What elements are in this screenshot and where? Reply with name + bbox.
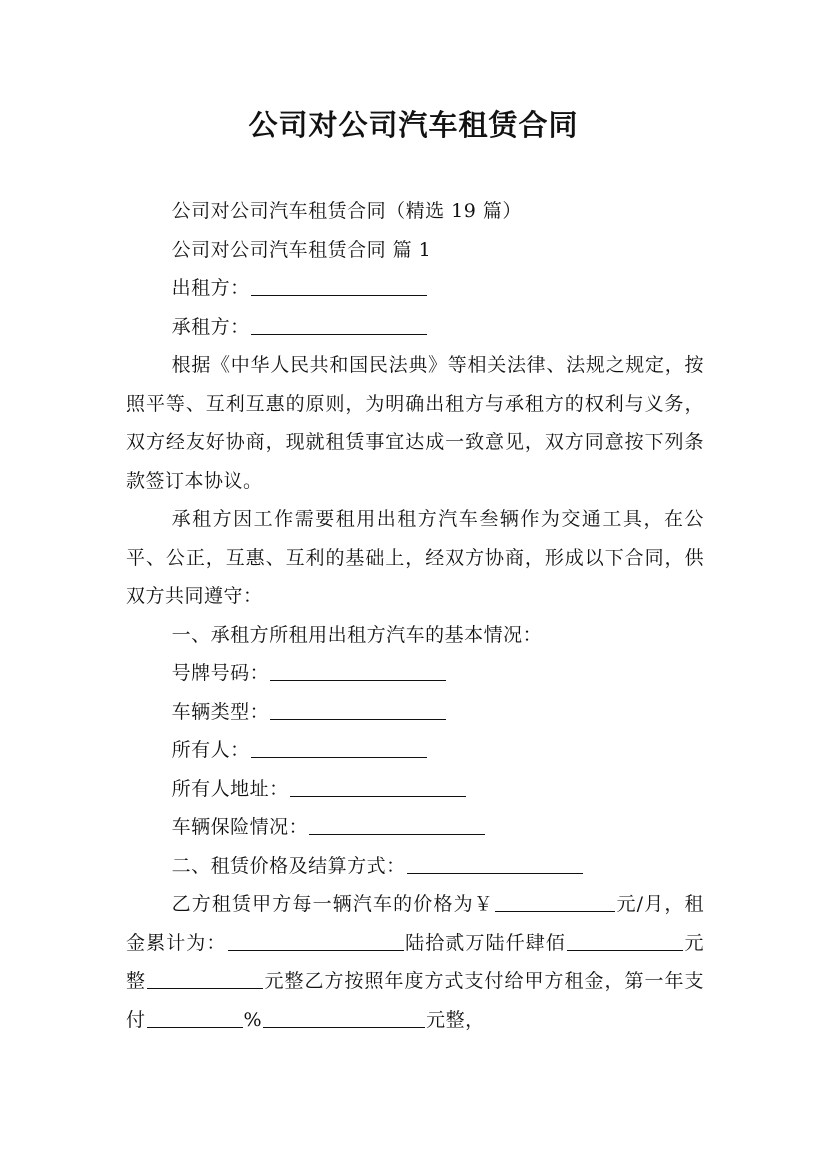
field-insurance [126,808,704,847]
field-lessee [126,308,704,347]
blank-line [147,1007,243,1028]
field-owner-address [126,770,704,809]
blank-line [309,814,485,835]
field-label: 承租方： [171,315,250,338]
field-label: 号牌号码： [171,662,270,684]
paragraph-clause-one-heading: 一、承租方所租用出租方汽车的基本情况： [171,623,543,646]
blank-line [251,314,427,335]
price-text-4: 元整 [126,931,704,992]
paragraph-section-heading: 公司对公司汽车租赁合同 篇 1 [171,238,432,261]
blank-line [567,930,683,951]
price-text-7: 元整， [426,1008,485,1031]
paragraph-subtitle: 公司对公司汽车租赁合同（精选 19 篇） [171,200,522,222]
price-text-2: 元/月，租金累计为： [126,893,704,954]
price-text-1: 乙方租赁甲方每一辆汽车的价格为￥ [171,893,494,915]
price-text-6: % [243,1008,263,1031]
field-price-settlement [126,847,704,886]
paragraph-purpose: 承租方因工作需要租用出租方汽车叁辆作为交通工具，在公平、公正，互惠、互利的基础上，经双方协商，形成以下合同，供双方共同遵守： [126,508,704,607]
field-label: 车辆类型： [171,700,270,723]
blank-line [407,853,583,874]
blank-line [263,1007,425,1028]
field-lessor [126,269,704,308]
price-text-5: 元整乙方按照年度方式支付给甲方租金，第一年支付 [126,970,704,1031]
field-label: 所有人： [171,739,250,761]
blank-line [270,699,446,720]
price-text-3: 陆拾贰万陆仟肆佰 [404,931,566,954]
field-label: 车辆保险情况： [171,816,309,838]
blank-line [251,737,427,758]
blank-line [228,930,404,951]
document-title: 公司对公司汽车租赁合同 [248,108,579,142]
blank-line [270,660,446,681]
blank-line [251,275,427,296]
field-label: 二、租赁价格及结算方式： [171,854,406,877]
field-label: 出租方： [171,277,250,299]
paragraph-price-clause [126,885,704,1039]
paragraph-basis: 根据《中华人民共和国民法典》等相关法律、法规之规定，按照平等、互利互惠的原则，为明确出租方与承租方的权利与义务，双方经友好协商，现就租赁事宜达成一致意见，双方同意按下列条款签订本协议。 [126,354,704,492]
field-vehicle-type [126,693,704,732]
blank-line [290,776,466,797]
document-body [126,192,704,1039]
field-label: 所有人地址： [171,777,289,800]
field-plate-number [126,654,704,693]
blank-line [495,891,615,912]
blank-line [147,968,263,989]
field-owner [126,731,704,770]
